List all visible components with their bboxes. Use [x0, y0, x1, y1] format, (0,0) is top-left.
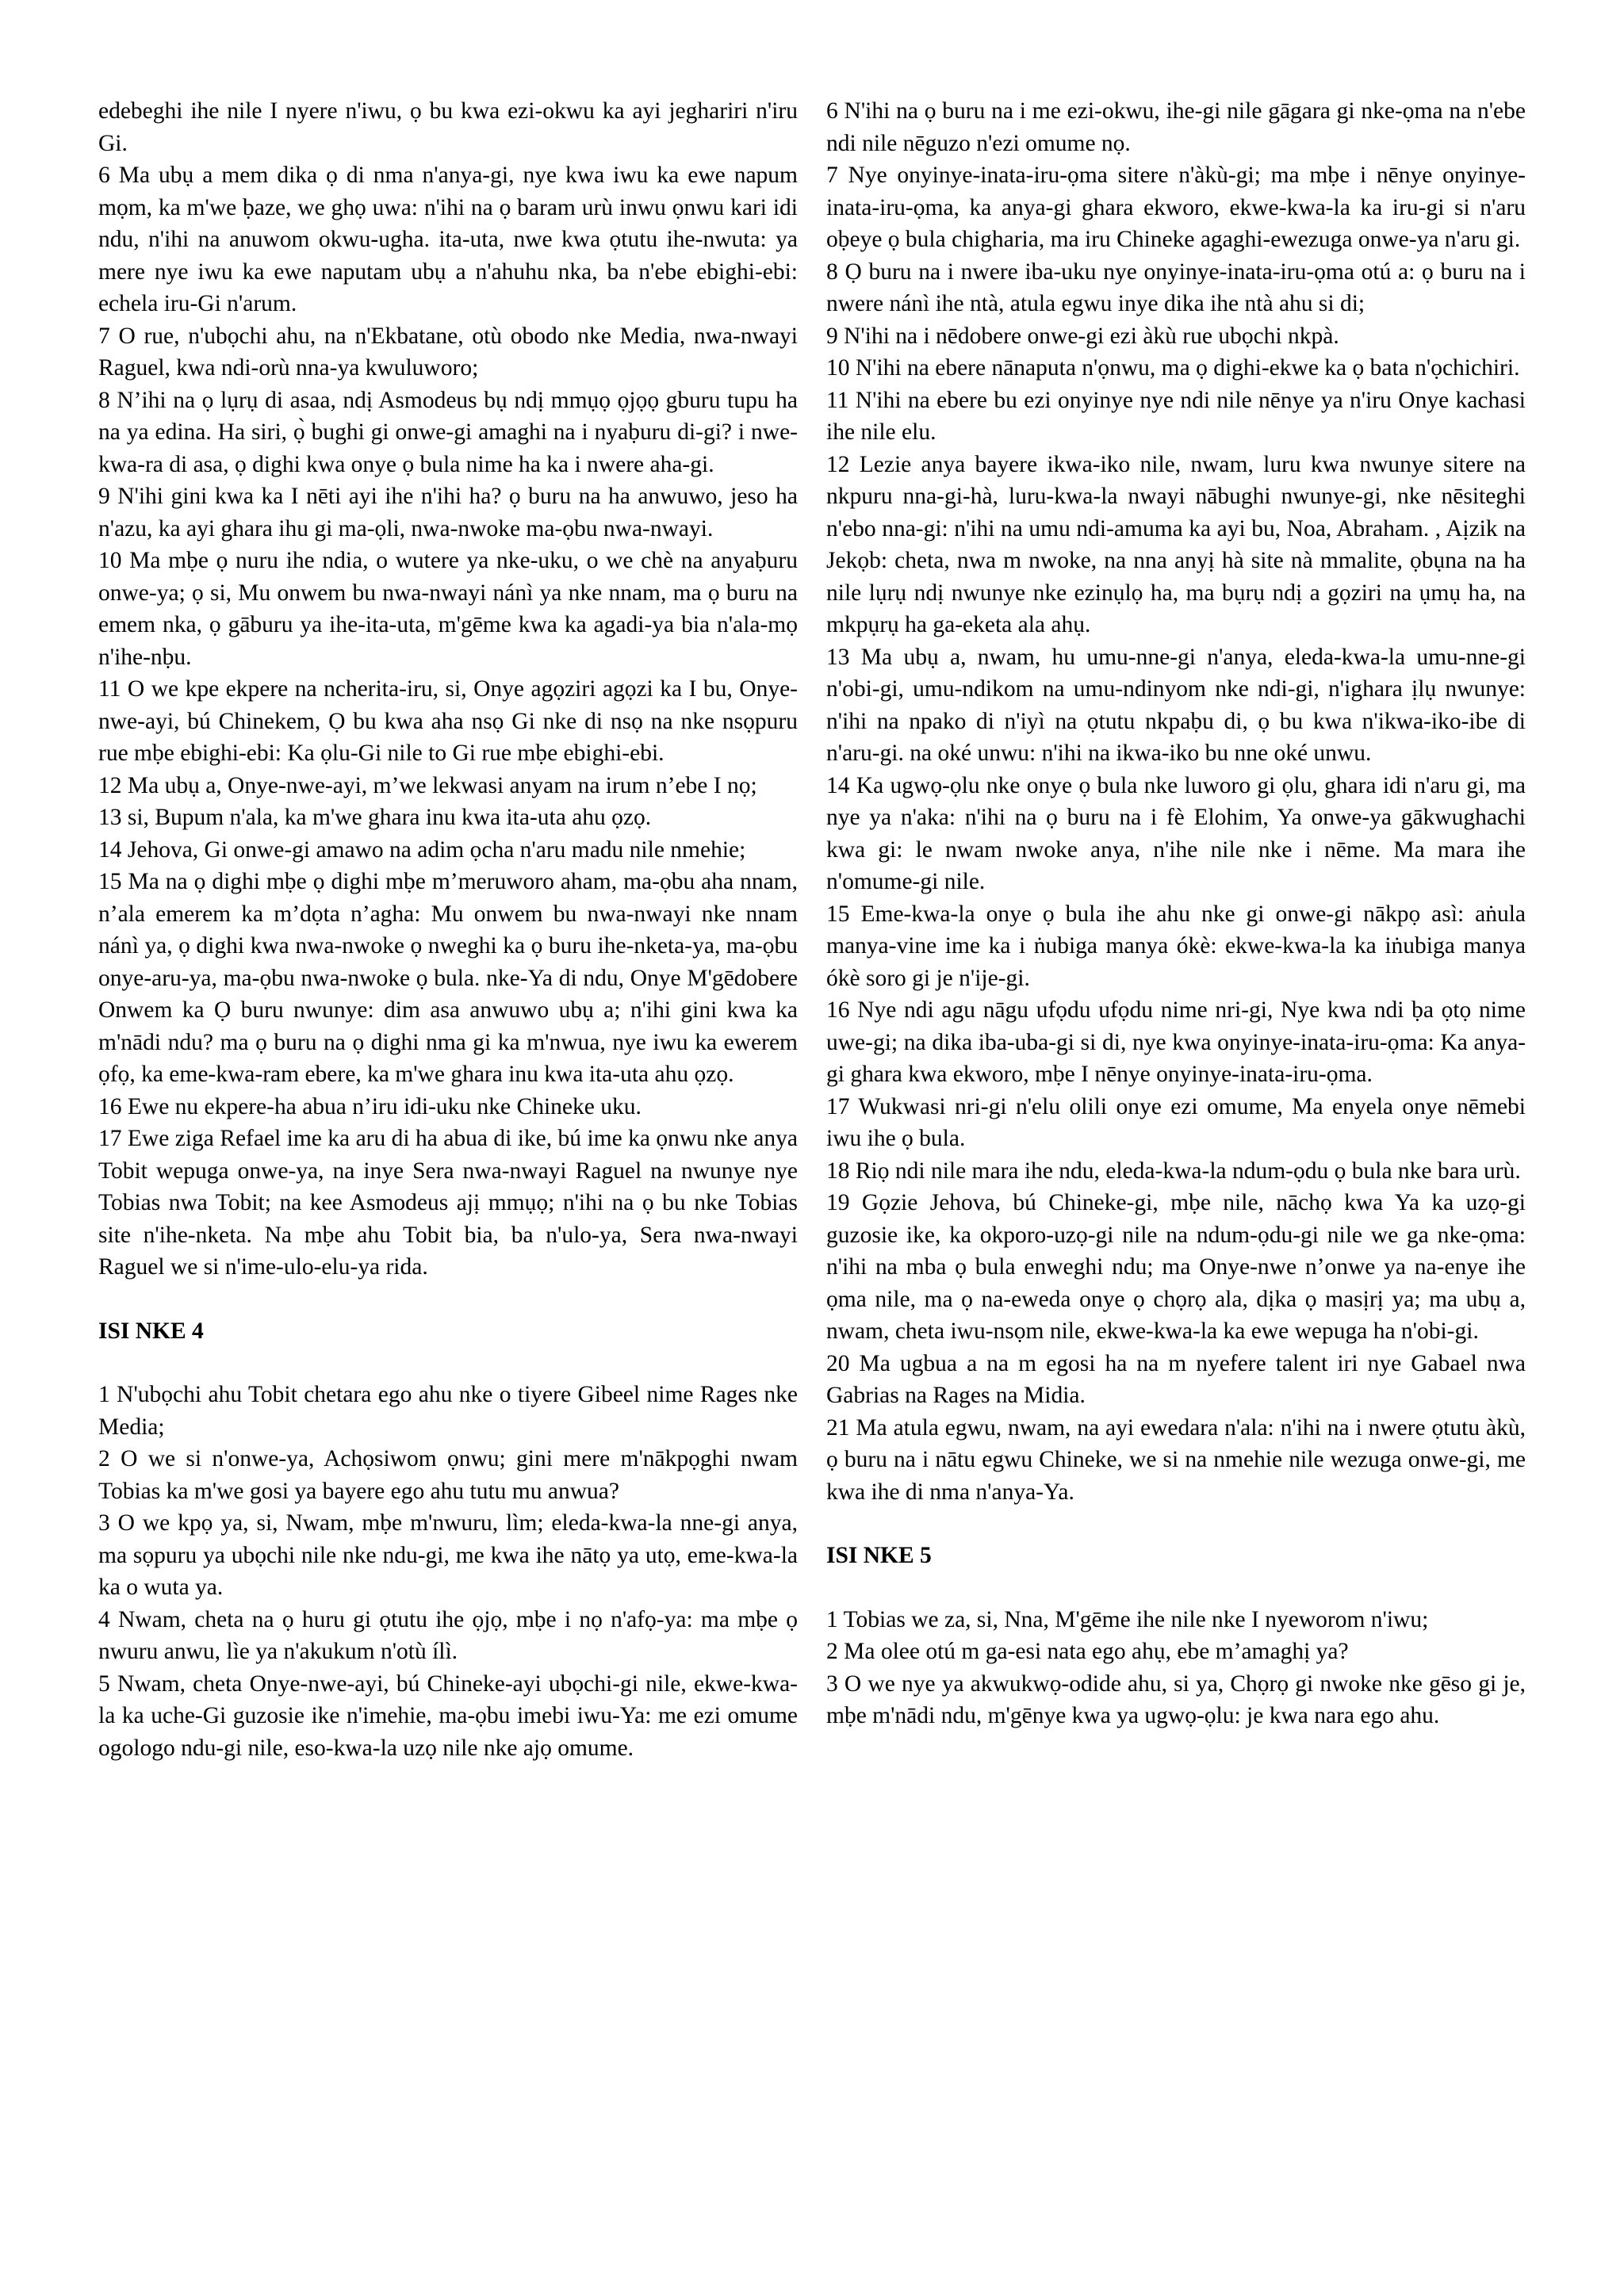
verse: 9 N'ihi na i nēdobere onwe-gi ezi àkù rue ubọchi nkpà.: [826, 323, 1339, 349]
verse: 14 Jehova, Gi onwe-gi amawo na adim ọcha n'aru madu nile nmehie;: [98, 836, 746, 863]
verse: 8 Ọ buru na i nwere iba-uku nye onyinye-inata-iru-ọma otú a: ọ buru na i nwere nánì ihe ntà, atula egwu inye dika ihe ntà ahu si di;: [826, 258, 1526, 316]
verse: 18 Riọ ndi nile mara ihe ndu, eleda-kwa-la ndum-ọdu ọ bula nke bara urù.: [826, 1158, 1521, 1184]
verse: 15 Ma na ọ dighi mḅe ọ dighi mḅe m’meruworo aham, ma-ọbu aha nnam, n’ala emerem ka m’dọta n’agha: Mu onwem bu nwa-nwayi nke nnam nánì ya, ọ dighi kwa nwa-nwoke ọ nweghi ka ọ buru ihe-nketa-ya, ma-ọbu onye-aru-ya, ma-ọbu nwa-nwoke ọ bula. nke-Ya di ndu, Onye M'gēdobere Onwem ka Ọ buru nwunye: dim asa anwuwo ubụ a; n'ihi gini kwa ka m'nādi ndu? ma ọ buru na ọ dighi nma gi ka m'nwua, nye iwu ka ewerem ọfọ, ka eme-kwa-ram ebere, ka m'we ghara inu kwa ita-uta ahu ọzọ.: [98, 869, 798, 1087]
verse: 1 N'ubọchi ahu Tobit chetara ego ahu nke o tiyere Gibeel nime Rages nke Media;: [98, 1382, 798, 1440]
verse: 6 N'ihi na ọ buru na i me ezi-okwu, ihe-gi nile gāgara gi nke-ọma na n'ebe ndi nile nēguzo n'ezi omume nọ.: [826, 98, 1526, 156]
verse: 16 Ewe nu ekpere-ha abua n’iru idi-uku nke Chineke uku.: [98, 1093, 642, 1119]
right-column: [826, 95, 1526, 2236]
verse: 11 O we kpe ekpere na ncherita-iru, si, Onye agọziri agọzi ka I bu, Onye-nwe-ayi, bú Chinekem, Ọ bu kwa aha nsọ Gi nke di nsọ na nke nsọpuru rue mḅe ebighi-ebi: Ka ọlu-Gi nile to Gi rue mḅe ebighi-ebi.: [98, 676, 798, 766]
verse: 7 Nye onyinye-inata-iru-ọma sitere n'àkù-gi; ma mḅe i nēnye onyinye-inata-iru-ọma, ka anya-gi ghara ekworo, ekwe-kwa-la ka iru-gi si n'aru oḅeye ọ bula chigharia, ma iru Chineke agaghi-ewezuga onwe-ya n'aru gi.: [826, 163, 1526, 252]
verse: 12 Ma ubụ a, Onye-nwe-ayi, m’we lekwasi anyam na irum n’ebe I nọ;: [98, 772, 757, 798]
verse: 3 O we kpọ ya, si, Nwam, mḅe m'nwuru, lìm; eleda-kwa-la nne-gi anya, ma sọpuru ya ubọchi nile nke ndu-gi, me kwa ihe nātọ ya utọ, eme-kwa-la ka o wuta ya.: [98, 1510, 798, 1600]
verse: 3 O we nye ya akwukwọ-odide ahu, si ya, Chọrọ gi nwoke nke gēso gi je, mḅe m'nādi ndu, m'gēnye kwa ya ugwọ-ọlu: je kwa nara ego ahu.: [826, 1670, 1526, 1728]
verse: 20 Ma ugbua a na m egosi ha na m nyefere talent iri nye Gabael nwa Gabrias na Rages na Midia.: [826, 1350, 1526, 1408]
document-page: [98, 95, 1526, 2236]
verse: 9 N'ihi gini kwa ka I nēti ayi ihe n'ihi ha? ọ buru na ha anwuwo, jeso ha n'azu, ka ayi ghara ihu gi ma-ọli, nwa-nwoke ma-ọbu nwa-nwayi.: [98, 484, 798, 541]
verse: 4 Nwam, cheta na ọ huru gi ọtutu ihe ọjọ, mḅe i nọ n'afọ-ya: ma mḅe ọ nwuru anwu, lìe ya n'akukum n'otù ílì.: [98, 1606, 798, 1664]
verse: 17 Wukwasi nri-gi n'elu olili onye ezi omume, Ma enyela onye nēmebi iwu ihe ọ bula.: [826, 1093, 1526, 1151]
verse: 5 Nwam, cheta Onye-nwe-ayi, bú Chineke-ayi ubọchi-gi nile, ekwe-kwa-la ka uche-Gi guzosie ike n'imehie, ma-ọbu imebi iwu-Ya: me ezi omume ogologo ndu-gi nile, eso-kwa-la uzọ nile nke ajọ omume.: [98, 1670, 798, 1761]
verse: 10 Ma mḅe ọ nuru ihe ndia, o wutere ya nke-uku, o we chè na anyaḅuru onwe-ya; ọ si, Mu onwem bu nwa-nwayi nánì ya nke nnam, ma ọ buru na emem nka, ọ gāburu ya ihe-ita-uta, m'gēme kwa ka agadi-ya bia n'ala-mọ n'ihe-nḅu.: [98, 548, 798, 670]
verse: 2 O we si n'onwe-ya, Achọsiwom ọnwu; gini mere m'nākpọghi nwam Tobias ka m'we gosi ya bayere ego ahu tutu mu anwua?: [98, 1446, 798, 1504]
verse: 13 Ma ubụ a, nwam, hu umu-nne-gi n'anya, eleda-kwa-la umu-nne-gi n'obi-gi, umu-ndikom na umu-ndinyom nke ndi-gi, n'ighara ịlụ nwunye: n'ihi na npako di n'iyì na ọtutu nkpaḅu di, ọ bu kwa n'ikwa-iko-ibe di n'aru-gi. na oké unwu: n'ihi na ikwa-iko bu nne oké unwu.: [826, 644, 1526, 766]
verse: 15 Eme-kwa-la onye ọ bula ihe ahu nke gi onwe-gi nākpọ asì: aṅula manya-vine ime ka i ṅubiga manya ókè: ekwe-kwa-la ka iṅubiga manya ókè soro gi je n'ije-gi.: [826, 901, 1526, 991]
verse: 21 Ma atula egwu, nwam, na ayi ewedara n'ala: n'ihi na i nwere ọtutu àkù, ọ buru na i nātu egwu Chineke, we si na nmehie nile wezuga onwe-gi, me kwa ihe di nma n'anya-Ya.: [826, 1414, 1526, 1505]
verse: 6 Ma ubụ a mem dika ọ di nma n'anya-gi, nye kwa iwu ka ewe napum mọm, ka m'we ḅaze, we ghọ uwa: n'ihi na ọ baram urù inwu ọnwu kari idi ndu, n'ihi na anuwom okwu-ugha. ita-uta, nwe kwa ọtutu ihe-nwuta: ya mere nye iwu ka ewe naputam ubụ a n'ahuhu nka, ba n'ebe ebighi-ebi: echela iru-Gi n'arum.: [98, 163, 798, 316]
verse: 8 N’ihi na ọ lụrụ di asaa, ndị Asmodeus bụ ndị mmụọ ọjọọ gburu tupu ha na ya edina. Ha siri, ọ̀ bughi gi onwe-gi amaghi na i nyaḅuru di-gi? i nwe-kwa-ra di asa, ọ dighi kwa onye ọ bula nime ha ka i nwere aha-gi.: [98, 387, 798, 477]
verse: 1 Tobias we za, si, Nna, M'gēme ihe nile nke I nyeworom n'iwu;: [826, 1606, 1429, 1632]
chapter-heading: ISI NKE 4: [98, 1318, 204, 1344]
verse: 12 Lezie anya bayere ikwa-iko nile, nwam, luru kwa nwunye sitere na nkpuru nna-gi-hà, luru-kwa-la nwayi nābughi nwunye-gi, nke nēsiteghi n'ebo nna-gi: n'ihi na umu ndi-amuma ka ayi bu, Noa, Abraham. , Aịzik na Jekọb: cheta, nwa m nwoke, na nna anyị hà site nà mmalite, ọbụna na ha nile lụrụ ndị nwunye nke ezinụlọ ha, ma bụrụ ndị a gọziri na ụmụ ha, na mkpụrụ ha ga-eketa ala ahụ.: [826, 451, 1526, 637]
lead-in-text: edebeghi ihe nile I nyere n'iwu, ọ bu kwa ezi-okwu ka ayi jeghariri n'iru Gi.: [98, 98, 798, 156]
left-column: [98, 95, 798, 2236]
chapter-heading: ISI NKE 5: [826, 1543, 932, 1568]
verse: 14 Ka ugwọ-ọlu nke onye ọ bula nke luworo gi ọlu, ghara idi n'aru gi, ma nye ya n'aka: n'ihi na ọ buru na i fè Elohim, Ya onwe-ya gākwughachi kwa gi: le nwam nwoke anya, n'ihe nile nke i nēme. Ma mara ihe n'omume-gi nile.: [826, 772, 1526, 894]
verse: 10 N'ihi na ebere nānaputa n'ọnwu, ma ọ dighi-ekwe ka ọ bata n'ọchichiri.: [826, 355, 1520, 381]
verse: 16 Nye ndi agu nāgu ufọdu ufọdu nime nri-gi, Nye kwa ndi ḅa ọtọ nime uwe-gi; na dika iba-uba-gi si di, nye kwa onyinye-inata-iru-ọma: Ka anya-gi ghara kwa ekworo, mḅe I nēnye onyinye-inata-iru-ọma.: [826, 997, 1526, 1087]
verse: 7 O rue, n'ubọchi ahu, na n'Ekbatane, otù obodo nke Media, nwa-nwayi Raguel, kwa ndi-orù nna-ya kwuluworo;: [98, 323, 798, 381]
verse: 2 Ma olee otú m ga-esi nata ego ahụ, ebe m’amaghị ya?: [826, 1639, 1349, 1664]
verse: 11 N'ihi na ebere bu ezi onyinye nye ndi nile nēnye ya n'iru Onye kachasi ihe nile elu.: [826, 387, 1526, 445]
verse: 13 si, Bupum n'ala, ka m'we ghara inu kwa ita-uta ahu ọzọ.: [98, 805, 652, 830]
verse: 17 Ewe ziga Refael ime ka aru di ha abua di ike, bú ime ka ọnwu nke anya Tobit wepuga onwe-ya, na inye Sera nwa-nwayi Raguel na nwunye nye Tobias nwa Tobit; na kee Asmodeus ajị mmụọ; n'ihi na ọ bu nke Tobias site n'ihe-nketa. Na mḅe ahu Tobit bia, ba n'ulo-ya, Sera nwa-nwayi Raguel we si n'ime-ulo-elu-ya rida.: [98, 1126, 798, 1280]
verse: 19 Gọzie Jehova, bú Chineke-gi, mḅe nile, nāchọ kwa Ya ka uzọ-gi guzosie ike, ka okporo-uzọ-gi nile na ndum-ọdu-gi nile we ga nke-ọma: n'ihi na mba ọ bula enweghi ndu; ma Onye-nwe n’onwe ya na-enye ihe ọma nile, ma ọ na-eweda onye ọ chọrọ ala, dịka ọ masịrị ya; ma ubụ a, nwam, cheta iwu-nsọm nile, ekwe-kwa-la ka ewe wepuga ha n'obi-gi.: [826, 1190, 1526, 1344]
